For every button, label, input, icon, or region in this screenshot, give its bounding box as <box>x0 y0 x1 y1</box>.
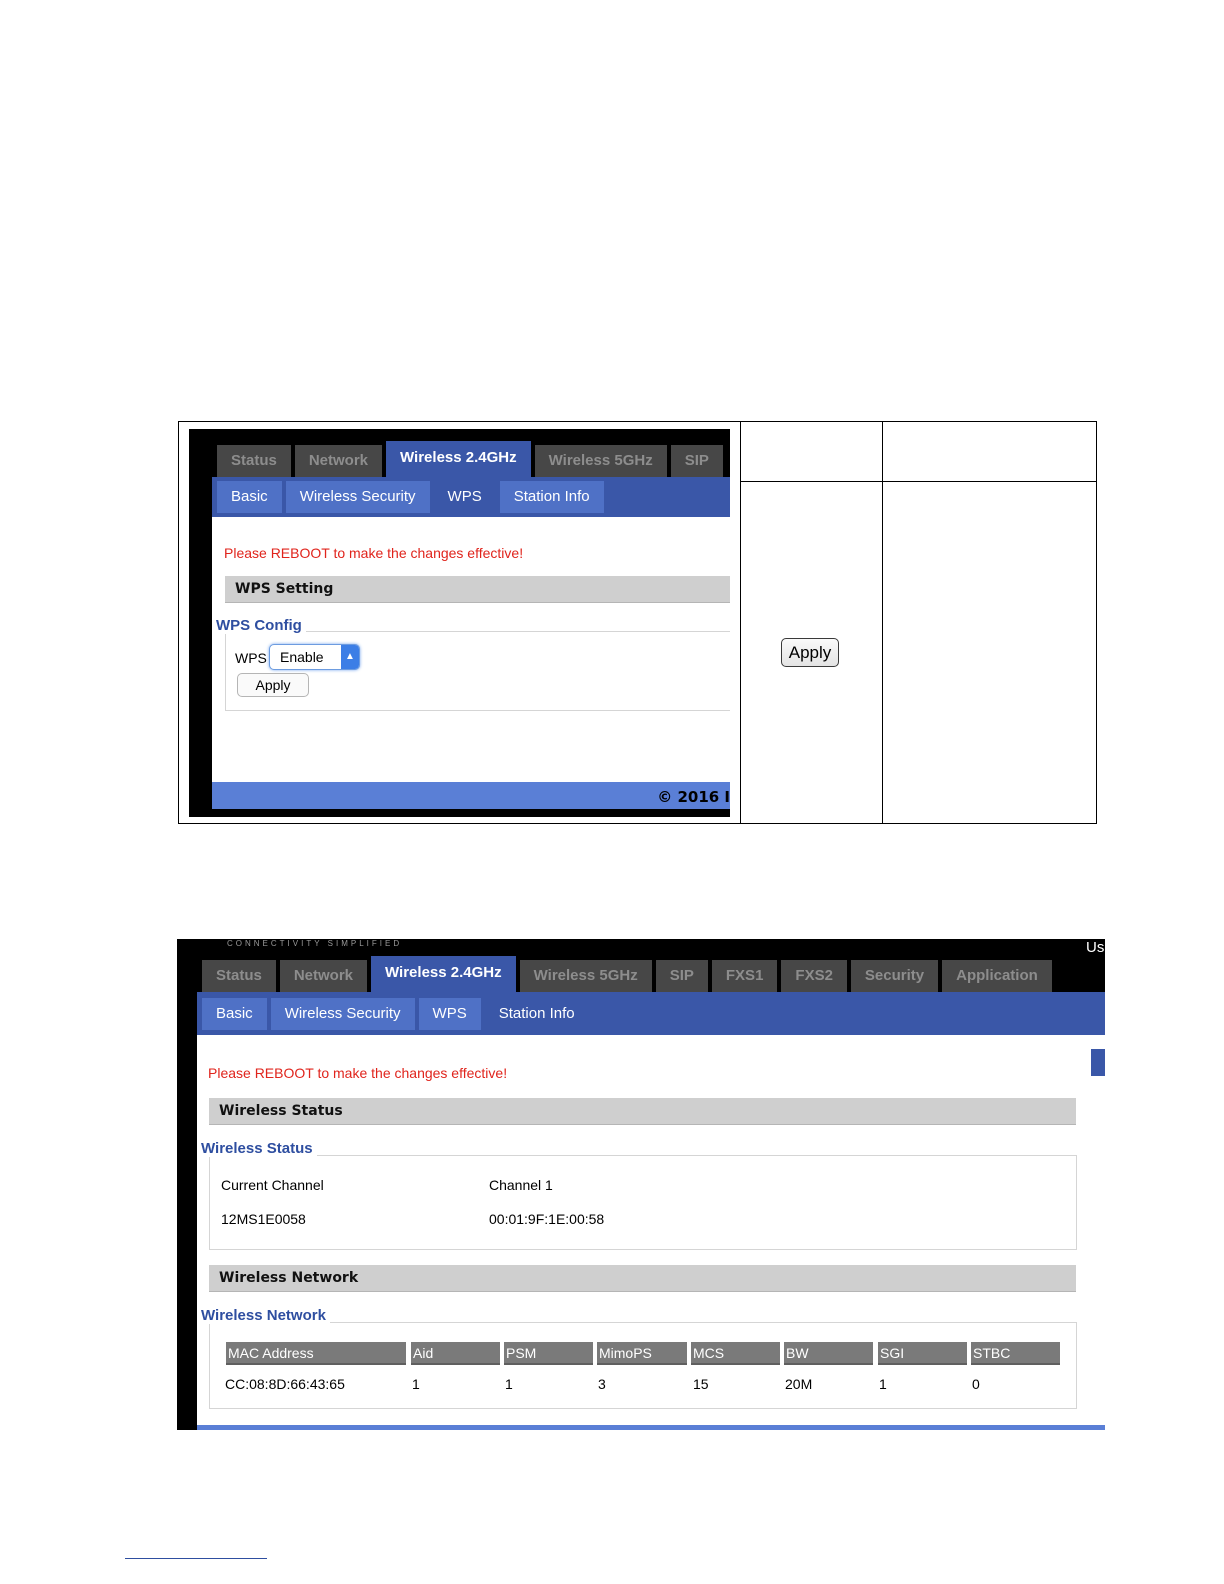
content-area <box>197 1035 1105 1425</box>
sub-tab-wireless-security[interactable]: Wireless Security <box>286 481 430 513</box>
main-tab-network[interactable]: Network <box>280 960 367 992</box>
section-title: WPS Setting <box>225 576 730 603</box>
table-cell-mcs: 15 <box>693 1376 709 1392</box>
status-label: 12MS1E0058 <box>221 1211 306 1227</box>
wps-config-group <box>225 631 730 711</box>
sub-tab-wps[interactable]: WPS <box>434 481 496 513</box>
status-value: Channel 1 <box>489 1177 553 1193</box>
footer <box>212 782 730 809</box>
main-tab-security[interactable]: Security <box>851 960 938 992</box>
table-apply-button[interactable]: Apply <box>781 638 839 667</box>
group-legend: WPS Config <box>216 617 306 634</box>
content-area <box>212 517 730 782</box>
footnote-rule <box>125 1558 267 1559</box>
table-cell-sgi: 1 <box>879 1376 887 1392</box>
main-tab-network[interactable]: Network <box>295 445 382 477</box>
wps-label: WPS <box>235 650 267 666</box>
main-tab-wireless-24[interactable]: Wireless 2.4GHz <box>371 956 516 992</box>
reboot-notice: Please REBOOT to make the changes effective! <box>224 545 524 561</box>
column-header-stbc: STBC <box>971 1342 1060 1365</box>
footer-strip <box>197 1425 1105 1430</box>
main-tab-status[interactable]: Status <box>202 960 276 992</box>
status-value: 00:01:9F:1E:00:58 <box>489 1211 605 1227</box>
table-cell-mimops: 3 <box>598 1376 606 1392</box>
reboot-notice: Please REBOOT to make the changes effective! <box>208 1065 508 1081</box>
column-header-sgi: SGI <box>878 1342 967 1365</box>
main-tab-wireless-5[interactable]: Wireless 5GHz <box>535 445 667 477</box>
main-tab-sip[interactable]: SIP <box>656 960 708 992</box>
column-header-psm: PSM <box>504 1342 593 1365</box>
column-header-aid: Aid <box>411 1342 500 1365</box>
section-title-wireless-network: Wireless Network <box>209 1265 1076 1292</box>
apply-button[interactable]: Apply <box>237 673 309 697</box>
brand-tagline: CONNECTIVITY SIMPLIFIED <box>227 939 403 948</box>
table-cell-aid: 1 <box>412 1376 420 1392</box>
main-tab-wireless-5[interactable]: Wireless 5GHz <box>520 960 652 992</box>
station-info-screenshot <box>177 939 1105 1430</box>
user-text: Us <box>1086 939 1105 956</box>
main-tab-fxs2[interactable]: FXS2 <box>781 960 847 992</box>
table-divider <box>740 422 741 823</box>
column-header-bw: BW <box>784 1342 873 1365</box>
main-tab-status[interactable]: Status <box>217 445 291 477</box>
wps-screenshot <box>189 429 730 817</box>
main-tab-wireless-24[interactable]: Wireless 2.4GHz <box>386 441 531 477</box>
wireless-status-group <box>209 1155 1077 1250</box>
group-legend-wireless-network: Wireless Network <box>201 1307 330 1324</box>
section-title-wireless-status: Wireless Status <box>209 1098 1076 1125</box>
table-divider <box>740 481 1096 482</box>
group-legend-wireless-status: Wireless Status <box>201 1140 317 1157</box>
status-label: Current Channel <box>221 1177 324 1193</box>
sub-tab-basic[interactable]: Basic <box>202 998 267 1030</box>
main-tab-fxs1[interactable]: FXS1 <box>712 960 778 992</box>
main-tab-application[interactable]: Application <box>942 960 1052 992</box>
main-tab-bar <box>217 441 727 477</box>
column-header-mimops: MimoPS <box>597 1342 687 1365</box>
sub-tab-basic[interactable]: Basic <box>217 481 282 513</box>
table-cell-psm: 1 <box>505 1376 513 1392</box>
sub-tab-bar <box>212 477 730 517</box>
table-divider <box>882 422 883 823</box>
sub-tab-wireless-security[interactable]: Wireless Security <box>271 998 415 1030</box>
column-header-mac: MAC Address <box>226 1342 406 1365</box>
sub-tab-bar <box>197 992 1105 1035</box>
table-cell-mac: CC:08:8D:66:43:65 <box>225 1376 345 1392</box>
table-cell-bw: 20M <box>785 1376 813 1392</box>
wps-select[interactable] <box>269 644 360 686</box>
copyright-text: © 2016 I <box>657 788 730 806</box>
sub-tab-station-info[interactable]: Station Info <box>485 998 589 1030</box>
sub-tab-wps[interactable]: WPS <box>419 998 481 1030</box>
main-tab-sip[interactable]: SIP <box>671 445 723 477</box>
main-tab-bar <box>202 956 1056 992</box>
side-button[interactable] <box>1091 1049 1105 1076</box>
chevron-updown-icon: ▲ ▼ <box>341 645 359 669</box>
table-cell-stbc: 0 <box>972 1376 980 1392</box>
wireless-network-group <box>209 1322 1077 1409</box>
column-header-mcs: MCS <box>691 1342 780 1365</box>
sub-tab-station-info[interactable]: Station Info <box>500 481 604 513</box>
wps-doc-table <box>178 421 1097 824</box>
wps-select-value: Enable <box>280 649 324 665</box>
